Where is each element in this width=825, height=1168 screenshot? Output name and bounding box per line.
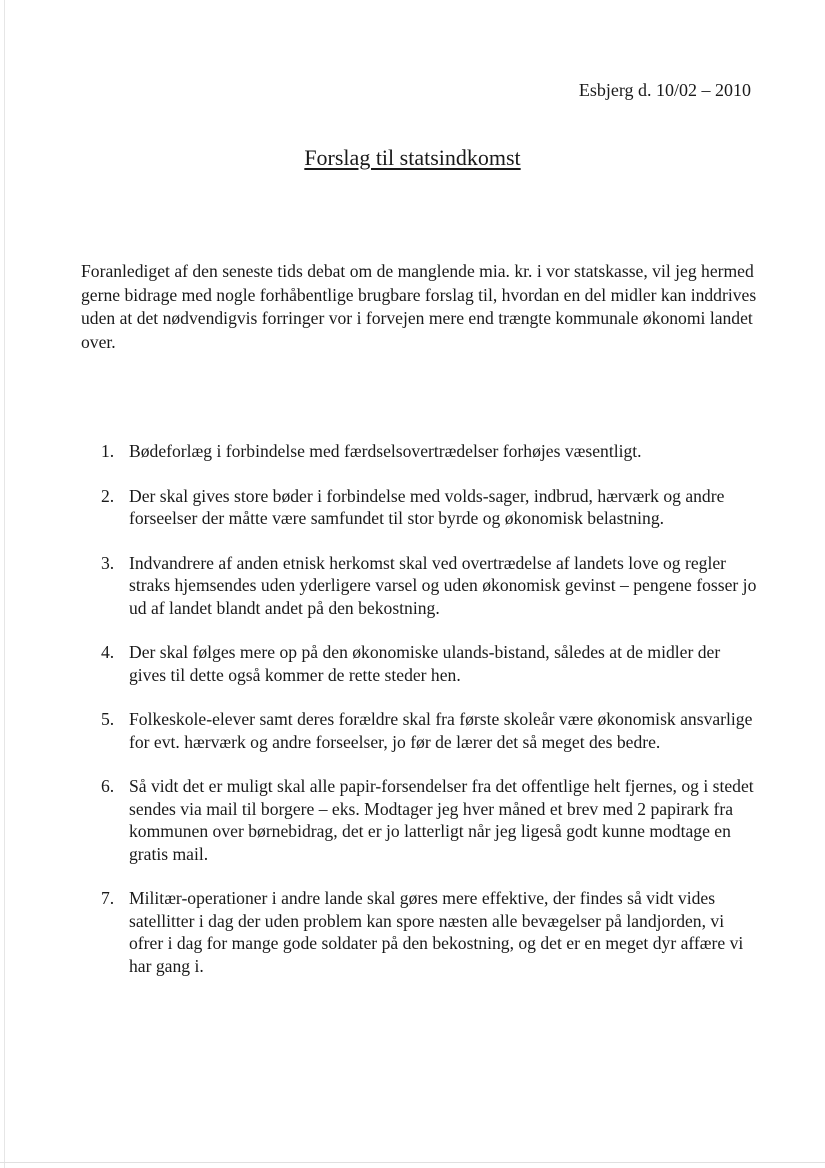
- proposal-number: 4.: [101, 642, 115, 662]
- proposal-item-1: [81, 440, 761, 463]
- proposal-number: 2.: [101, 485, 115, 506]
- date-line: Esbjerg d. 10/02 – 2010: [578, 80, 751, 100]
- proposal-list: [81, 440, 761, 999]
- proposal-number: 5.: [101, 709, 115, 729]
- proposal-number: 7.: [101, 888, 115, 908]
- proposal-number: 1.: [101, 441, 115, 461]
- proposal-text: Så vidt det er muligt skal alle papir-forsendelser fra det offentlige helt fjernes, og i stedet sendes via mail til borgere – eks. Modtager jeg hver måned et brev med 2 papirark fra kommunen over børnebidrag, det er jo latterligt når jeg ligeså godt kunne modtage en gratis mail.: [129, 776, 754, 864]
- proposal-item-2: [81, 485, 761, 530]
- scan-edge-bottom: [0, 1162, 825, 1163]
- proposal-text: Indvandrere af anden etnisk herkomst skal ved overtrædelse af landets love og regler straks hjemsendes uden yderligere varsel og uden økonomisk gevinst – pengene fosser jo ud af landet blandt andet på den bekostning.: [129, 552, 757, 618]
- document-title-wrapper: [0, 145, 825, 171]
- proposal-item-7: [81, 887, 761, 977]
- proposal-text: Bødeforlæg i forbindelse med færdselsovertrædelser forhøjes væsentligt.: [129, 441, 642, 461]
- intro-paragraph: Foranlediget af den seneste tids debat om de manglende mia. kr. i vor statskasse, vil jeg hermed gerne bidrage med nogle forhåbentlige brugbare forslag til, hvordan en del midler kan inddrives uden at det nødvendigvis forringer vor i forvejen mere end trængte kommunale økonomi landet over.: [81, 261, 757, 352]
- proposal-text: Folkeskole-elever samt deres forældre skal fra første skoleår være økonomisk ansvarlige for evt. hærværk og andre forseelser, jo før de lærer det så meget des bedre.: [129, 709, 753, 752]
- proposal-item-6: [81, 775, 761, 865]
- document-title: Forslag til statsindkomst: [304, 145, 521, 170]
- proposal-number: 3.: [101, 552, 115, 573]
- proposal-number: 6.: [101, 776, 115, 796]
- proposal-text: Militær-operationer i andre lande skal gøres mere effektive, der findes så vidt vides satellitter i dag der uden problem kan spore næsten alle bevægelser på landjorden, vi ofrer i dag for mange gode soldater på den bekostning, og det er en meget dyr affære vi har gang i.: [129, 888, 744, 976]
- proposal-item-4: [81, 641, 761, 686]
- proposal-text: Der skal følges mere op på den økonomiske ulands-bistand, således at de midler der gives til dette også kommer de rette steder hen.: [129, 642, 721, 685]
- proposal-item-5: [81, 708, 761, 753]
- proposal-item-3: [81, 552, 761, 620]
- scan-edge-left: [4, 0, 5, 1168]
- proposal-text: Der skal gives store bøder i forbindelse med volds-sager, indbrud, hærværk og andre forseelser der måtte være samfundet til stor byrde og økonomisk belastning.: [129, 485, 725, 528]
